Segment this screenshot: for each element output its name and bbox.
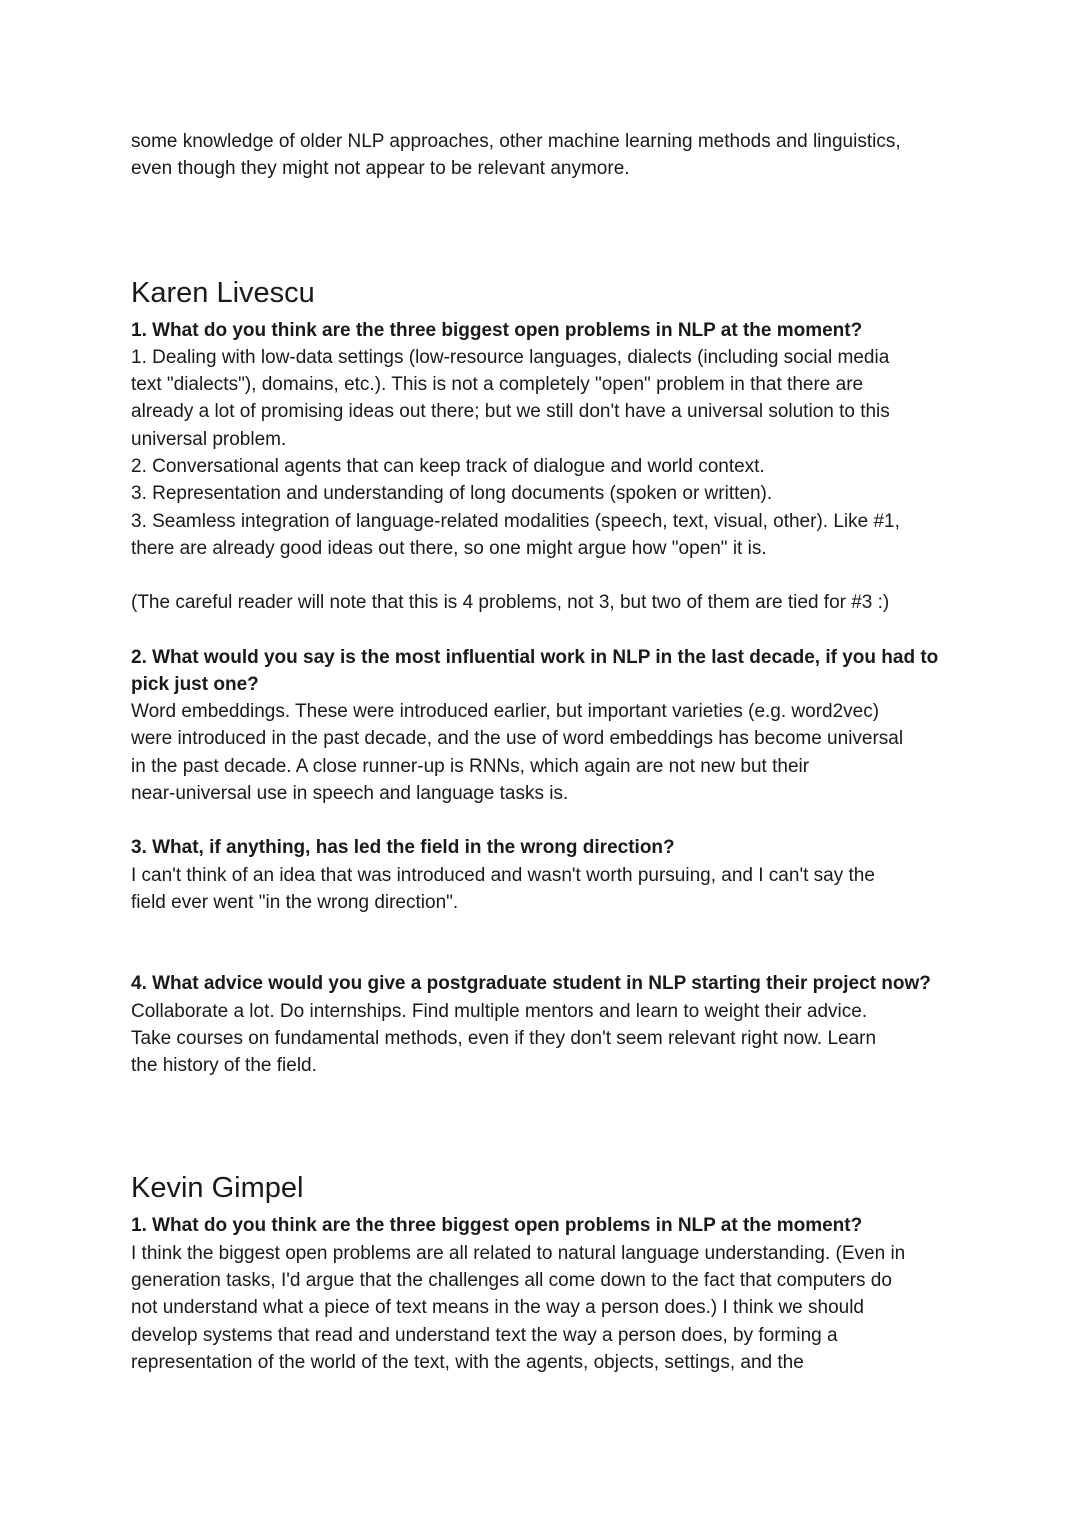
answer-note: (The careful reader will note that this is 4 problems, not 3, but two of them are tied for #3 :) xyxy=(131,592,890,614)
text-line: universal problem. xyxy=(131,428,287,450)
text-line: in the past decade. A close runner-up is RNNs, which again are not new but their xyxy=(131,755,810,777)
intro-paragraph xyxy=(131,128,951,183)
section-heading: Karen Livescu xyxy=(131,276,315,309)
text-line: there are already good ideas out there, so one might argue how "open" it is. xyxy=(131,537,767,559)
question-1 xyxy=(131,317,951,344)
text-line: 3. Representation and understanding of long documents (spoken or written). xyxy=(131,483,773,505)
question-text: 2. What would you say is the most influential work in NLP in the last decade, if you had to xyxy=(131,646,939,668)
text-line: the history of the field. xyxy=(131,1055,317,1077)
question-2 xyxy=(131,644,951,699)
question-4 xyxy=(131,970,951,997)
question-text: 4. What advice would you give a postgraduate student in NLP starting their project now? xyxy=(131,973,931,995)
text-line: Collaborate a lot. Do internships. Find multiple mentors and learn to weight their advice. xyxy=(131,1000,868,1022)
section-heading: Kevin Gimpel xyxy=(131,1172,304,1205)
question-3 xyxy=(131,834,951,861)
answer-1 xyxy=(131,1240,951,1376)
question-text: 1. What do you think are the three biggest open problems in NLP at the moment? xyxy=(131,319,863,341)
section-kevin-gimpel xyxy=(131,1168,951,1376)
text-line: near-universal use in speech and language tasks is. xyxy=(131,783,569,805)
text-line: Word embeddings. These were introduced earlier, but important varieties (e.g. word2vec) xyxy=(131,701,880,723)
text-line: already a lot of promising ideas out there; but we still don't have a universal solution to this xyxy=(131,401,890,423)
text-line: develop systems that read and understand text the way a person does, by forming a xyxy=(131,1324,838,1346)
text-line: Take courses on fundamental methods, even if they don't seem relevant right now. Learn xyxy=(131,1027,877,1049)
question-text: pick just one? xyxy=(131,673,259,695)
text-line: 2. Conversational agents that can keep track of dialogue and world context. xyxy=(131,456,765,478)
answer-2 xyxy=(131,698,951,807)
text-line: even though they might not appear to be relevant anymore. xyxy=(131,158,630,180)
text-line: 1. Dealing with low-data settings (low-resource languages, dialects (including social media xyxy=(131,346,890,368)
answer-1 xyxy=(131,344,951,617)
text-line: I can't think of an idea that was introduced and wasn't worth pursuing, and I can't say the xyxy=(131,864,875,886)
text-line: generation tasks, I'd argue that the challenges all come down to the fact that computers do xyxy=(131,1270,892,1292)
text-line: some knowledge of older NLP approaches, other machine learning methods and linguistics, xyxy=(131,131,901,152)
text-line: 3. Seamless integration of language-related modalities (speech, text, visual, other). Like #1, xyxy=(131,510,900,532)
text-line: were introduced in the past decade, and the use of word embeddings has become universal xyxy=(131,728,904,750)
answer-3 xyxy=(131,862,951,917)
question-text: 1. What do you think are the three biggest open problems in NLP at the moment? xyxy=(131,1215,863,1237)
question-1 xyxy=(131,1212,951,1239)
text-line: text "dialects"), domains, etc.). This is not a completely "open" problem in that there are xyxy=(131,374,864,396)
text-line: I think the biggest open problems are all related to natural language understanding. (Even in xyxy=(131,1242,906,1264)
question-text: 3. What, if anything, has led the field in the wrong direction? xyxy=(131,837,675,859)
answer-4 xyxy=(131,998,951,1080)
text-line: field ever went "in the wrong direction". xyxy=(131,891,459,913)
text-line: not understand what a piece of text means in the way a person does.) I think we should xyxy=(131,1297,864,1319)
section-karen-livescu xyxy=(131,273,951,1080)
document-page xyxy=(131,128,951,1376)
text-line: representation of the world of the text, with the agents, objects, settings, and the xyxy=(131,1351,804,1373)
